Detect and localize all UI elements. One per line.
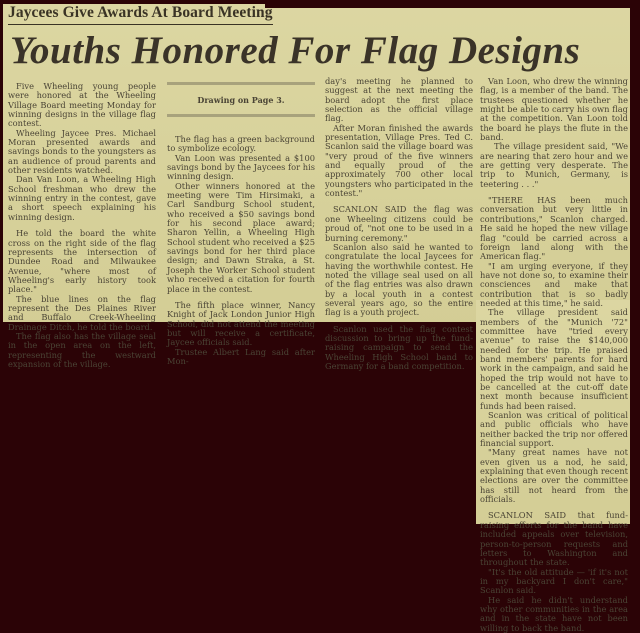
paragraph: Van Loon, who drew the winning flag, is a member of the band. The trustees questioned whether he might be able to carry his own flag at the competition. Van Loon told the board he plays the flute in the band.: [480, 76, 628, 143]
article-column-1: [8, 82, 156, 369]
paragraph: Scanlon was critical of political and public officials who have neither backed the trip nor offered financial support.: [480, 410, 628, 449]
paragraph: The village president said, "We are nearing that zero hour and we are getting very desperate. The trip to Munich, Germany, is teetering . . .": [480, 141, 628, 189]
paragraph: Five Wheeling young people were honored at the Wheeling Village Board meeting Monday for winning designs in the village flag contest.: [8, 81, 156, 129]
paragraph: day's meeting he planned to suggest at the next meeting the board adopt the first place selection as the official village flag.: [325, 76, 473, 124]
paragraph: The blue lines on the flag represent the Des Plaines River and Buffalo Creek-Wheeling Drainage Ditch, he told the board.: [8, 293, 156, 332]
subhead-paragraph: "THERE HAS been much conversation but very little in contributions," Scanlon charged. He said he hoped the new village flag "could be carried across a foreign land along with the American flag.": [480, 195, 628, 262]
paragraph: Wheeling Jaycee Pres. Michael Moran presented awards and savings bonds to the youngsters as an audience of proud parents and other residents watched.: [8, 127, 156, 176]
paragraph: He said he didn't understand why other communities in the area and in the state have not been willing to back the band.: [480, 594, 628, 633]
paragraph: After Moran finished the awards presentation, Village Pres. Ted C. Scanlon said the village board was "very proud of the five winners and equally proud of the approximately 700 other local youngsters who participated in the contest.": [325, 122, 473, 199]
drawing-reference-box: [167, 82, 315, 128]
paragraph: "I am urging everyone, if they have not done so, to examine their consciences and make that contribution that is so badly needed at this time," he said.: [480, 260, 628, 308]
torn-edge-right: [630, 0, 640, 532]
subhead-paragraph: SCANLON SAID the flag was one Wheeling citizens could be proud of, "not one to be used in a burning ceremony.": [325, 204, 473, 243]
subhead-paragraph: SCANLON SAID that fund-raising efforts for the band have included appeals over television, person-to-person requests and letters to Washington and throughout the state.: [480, 510, 628, 568]
paragraph: "It's the old attitude — 'if it's not in my backyard I don't care," Scanlon said.: [480, 566, 628, 596]
paragraph: Van Loon was presented a $100 savings bond by the Jaycees for his winning design.: [167, 152, 315, 182]
main-headline: Youths Honored For Flag Designs: [10, 29, 581, 72]
paragraph: The fifth place winner, Nancy Knight of Jack London Junior High School, did not attend the meeting but will receive a certificate, Jaycee officials said.: [167, 299, 315, 348]
paragraph: Scanlon used the flag contest discussion to bring up the fund-raising campaign to send the Wheeling High School band to Germany for a band competition.: [325, 323, 473, 371]
kicker-headline: Jaycees Give Awards At Board Meeting: [8, 4, 273, 25]
paragraph: Dan Van Loon, a Wheeling High School freshman who drew the winning entry in the contest, gave a short speech explaining his winning design.: [8, 174, 156, 222]
paragraph: The village president said members of the "Munich '72" committee have "tried every avenue" to raise the $140,000 needed for the trip. He praised band members' parents for hard work in the campaign, and said he hoped the trip would not have to be cancelled at the cut-off date next month because insufficient funds had been raised.: [480, 307, 628, 411]
box-rule-bottom: [167, 114, 315, 117]
paragraph: Trustee Albert Lang said after Mon-: [167, 346, 315, 366]
paragraph: "Many great names have not even given us a nod, he said, explaining that even though recent elections are over the committee has still not heard from the officials.: [480, 447, 628, 505]
article-column-4: [480, 77, 628, 633]
paragraph: He told the board the white cross on the right side of the flag represents the intersection of Dundee Road and Milwaukee Avenue, "where most of Wheeling's early history took place.": [8, 228, 156, 295]
paragraph: The flag has a green background to symbolize ecology.: [167, 134, 315, 154]
paragraph: Other winners honored at the meeting were Tim Hirsimaki, a Carl Sandburg School student, who received a $50 savings bond for his second place award; Sharon Yellin, a Wheeling High School student who received a $25 savings bond for her third place design; and Dawn Straka, a St. Joseph the Worker School student who received a citation for fourth place in the contest.: [167, 180, 315, 294]
drawing-reference-label: Drawing on Page 3.: [197, 95, 285, 105]
article-column-3: [325, 77, 473, 371]
torn-edge-top: [265, 0, 640, 8]
paragraph: The flag also has the village seal in the open area on the left, representing the westward expansion of the village.: [8, 330, 156, 369]
paragraph: Scanlon also said he wanted to congratulate the local Jaycees for having the worthwhile contest. He noted the village seal used on all of the flag entries was also drawn by a local youth in a contest several years ago, so the entire flag is a youth project.: [325, 241, 473, 318]
article-column-2: [167, 135, 315, 366]
